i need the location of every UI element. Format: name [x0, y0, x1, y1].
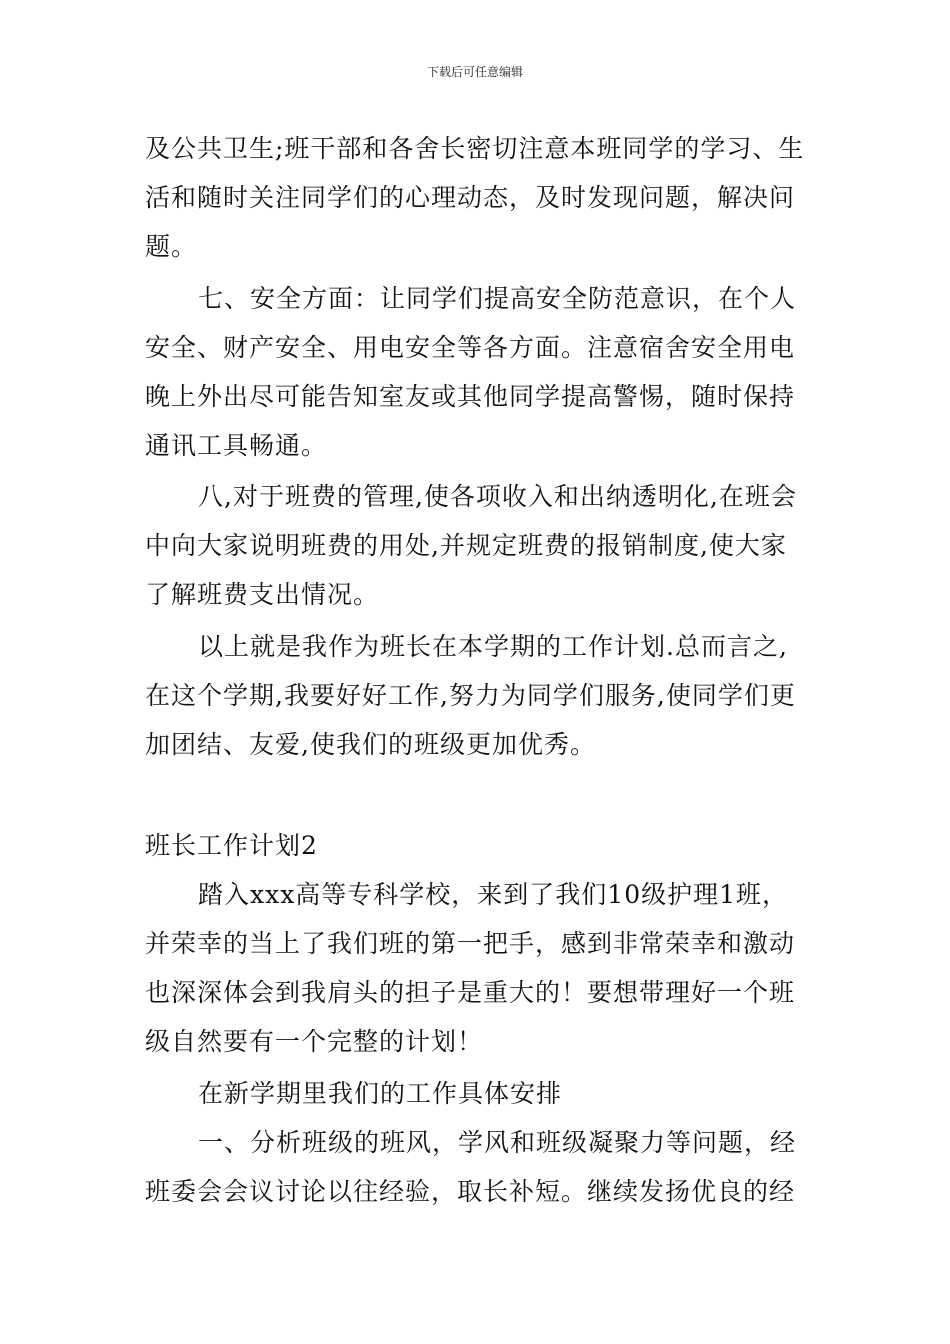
text-line: 加团结、友爱,使我们的班级更加优秀。	[145, 730, 596, 759]
text-line: 并荣幸的当上了我们班的第一把手，感到非常荣幸和激动	[145, 929, 796, 958]
text-line: 以上就是我作为班长在本学期的工作计划.总而言之,	[198, 632, 788, 661]
text-line: 也深深体会到我肩头的担子是重大的！要想带理好一个班	[145, 978, 796, 1007]
text-line: 一、分析班级的班风，学风和班级凝聚力等问题，经	[198, 1128, 797, 1157]
text-line: 级自然要有一个完整的计划！	[145, 1027, 484, 1056]
text-line: 踏入xxx高等专科学校，来到了我们10级护理1班，	[198, 880, 789, 909]
section-heading: 班长工作计划2	[145, 831, 318, 860]
text-line: 了解班费支出情况。	[145, 580, 380, 609]
text-line: 七、安全方面：让同学们提高安全防范意识，在个人	[198, 284, 797, 313]
text-line: 通讯工具畅通。	[145, 431, 328, 460]
text-line: 题。	[145, 232, 198, 261]
text-line: 班委会会议讨论以往经验，取长补短。继续发扬优良的经	[145, 1177, 796, 1206]
text-line: 在这个学期,我要好好工作,努力为同学们服务,使同学们更	[145, 681, 796, 710]
text-line: 晚上外出尽可能告知室友或其他同学提高警惕，随时保持	[145, 382, 796, 411]
text-line: 及公共卫生;班干部和各舍长密切注意本班同学的学习、生	[145, 134, 805, 163]
page-header: 下载后可任意编辑	[426, 65, 523, 79]
text-line: 活和随时关注同学们的心理动态，及时发现问题，解决问	[145, 183, 796, 212]
text-line: 在新学期里我们的工作具体安排	[198, 1079, 563, 1108]
text-line: 安全、财产安全、用电安全等各方面。注意宿舍安全用电	[145, 333, 796, 362]
text-line: 八,对于班费的管理,使各项收入和出纳透明化,在班会	[198, 482, 797, 511]
text-line: 中向大家说明班费的用处,并规定班费的报销制度,使大家	[145, 531, 787, 560]
